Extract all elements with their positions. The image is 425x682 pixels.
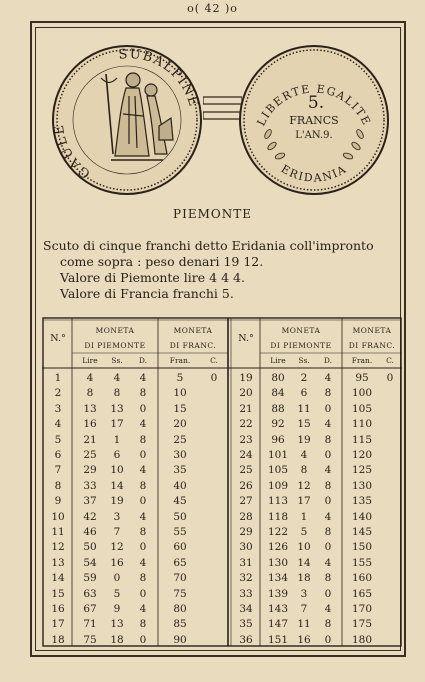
cell-number-left: 3 bbox=[54, 402, 62, 415]
cell-number-left: 1 bbox=[54, 372, 62, 384]
cell-soldi-right: 1 bbox=[300, 510, 308, 523]
cell-franchi-left: 40 bbox=[173, 479, 187, 492]
cell-soldi-right: 6 bbox=[300, 387, 308, 400]
cell-lire-left: 75 bbox=[83, 633, 97, 646]
cell-franchi-left: 55 bbox=[173, 526, 187, 538]
cell-lire-left: 33 bbox=[83, 479, 97, 492]
cell-number-left: 14 bbox=[51, 572, 65, 585]
cell-franchi-right: 180 bbox=[351, 633, 373, 646]
cell-franchi-right: 135 bbox=[351, 495, 373, 508]
cell-centesimi-left: 0 bbox=[210, 372, 218, 384]
header-number-right: N.° bbox=[238, 333, 254, 344]
cell-number-left: 7 bbox=[54, 464, 62, 477]
cell-soldi-right: 15 bbox=[297, 418, 311, 431]
cell-lire-right: 92 bbox=[271, 418, 285, 431]
cell-lire-right: 113 bbox=[267, 495, 289, 508]
cell-number-left: 9 bbox=[54, 495, 62, 508]
cell-soldi-right: 7 bbox=[300, 603, 308, 615]
cell-franchi-left: 5 bbox=[176, 372, 184, 384]
cell-denari-right: 4 bbox=[324, 510, 332, 523]
cell-franchi-right: 160 bbox=[351, 572, 373, 585]
cell-number-left: 4 bbox=[54, 418, 62, 431]
cell-number-left: 5 bbox=[54, 433, 62, 446]
cell-number-right: 19 bbox=[239, 372, 253, 384]
cell-soldi-right: 12 bbox=[297, 479, 311, 492]
cell-lire-right: 109 bbox=[267, 479, 289, 492]
cell-number-right: 30 bbox=[239, 541, 253, 554]
cell-lire-left: 37 bbox=[83, 495, 97, 508]
cell-lire-left: 21 bbox=[83, 433, 97, 446]
cell-number-left: 10 bbox=[51, 510, 65, 523]
cell-soldi-right: 18 bbox=[297, 572, 311, 585]
cell-franchi-left: 30 bbox=[173, 449, 187, 461]
header-denari-right: D. bbox=[323, 356, 333, 365]
cell-denari-left: 8 bbox=[139, 618, 147, 631]
cell-number-left: 12 bbox=[51, 541, 65, 554]
coin-reverse bbox=[238, 44, 390, 196]
cell-denari-left: 8 bbox=[139, 433, 147, 446]
cell-denari-right: 0 bbox=[324, 541, 332, 554]
cell-lire-right: 122 bbox=[267, 526, 289, 538]
cell-lire-right: 88 bbox=[271, 402, 285, 415]
cell-number-left: 8 bbox=[54, 479, 62, 492]
cell-franchi-left: 60 bbox=[173, 541, 187, 554]
cell-number-right: 29 bbox=[239, 526, 253, 538]
cell-soldi-left: 13 bbox=[110, 402, 124, 415]
cell-number-right: 28 bbox=[239, 510, 253, 523]
cell-franchi-left: 70 bbox=[173, 572, 187, 585]
cell-number-left: 16 bbox=[51, 603, 65, 615]
cell-soldi-right: 16 bbox=[297, 633, 311, 646]
header-denari: D. bbox=[138, 356, 148, 365]
cell-denari-right: 8 bbox=[324, 572, 332, 585]
cell-franchi-right: 110 bbox=[351, 418, 373, 431]
cell-number-right: 27 bbox=[239, 495, 253, 508]
header-franchi-right: Fran. bbox=[351, 356, 373, 365]
cell-lire-left: 59 bbox=[83, 572, 97, 585]
cell-soldi-right: 19 bbox=[297, 433, 311, 446]
cell-franchi-right: 95 bbox=[355, 372, 369, 384]
cell-number-right: 31 bbox=[239, 556, 253, 569]
description-line-1: Scuto di cinque franchi detto Eridania coll'impronto bbox=[43, 238, 374, 253]
reverse-legend: LIBERTE EGALITE bbox=[254, 82, 374, 129]
header-moneta-piemonte: MONETA bbox=[95, 326, 135, 335]
cell-denari-right: 4 bbox=[324, 418, 332, 431]
cell-centesimi-right: 0 bbox=[386, 372, 394, 384]
cell-lire-right: 101 bbox=[267, 449, 289, 461]
cell-franchi-left: 35 bbox=[173, 464, 187, 477]
reverse-value: 5. bbox=[307, 93, 325, 113]
cell-soldi-left: 1 bbox=[113, 433, 121, 446]
cell-lire-left: 50 bbox=[83, 541, 97, 554]
cell-franchi-right: 100 bbox=[351, 387, 373, 400]
cell-soldi-right: 5 bbox=[300, 526, 308, 538]
cell-soldi-right: 2 bbox=[300, 372, 308, 384]
cell-lire-right: 96 bbox=[271, 433, 285, 446]
coin-obverse bbox=[51, 44, 203, 196]
cell-franchi-left: 90 bbox=[173, 633, 187, 646]
cell-lire-right: 80 bbox=[271, 372, 285, 384]
cell-number-right: 32 bbox=[239, 572, 253, 585]
cell-denari-left: 0 bbox=[139, 541, 147, 554]
cell-franchi-left: 65 bbox=[173, 556, 187, 569]
cell-lire-right: 151 bbox=[267, 633, 289, 646]
obverse-legend-right: SUBALPINE bbox=[118, 46, 201, 110]
cell-denari-right: 0 bbox=[324, 449, 332, 461]
header-moneta-francia: MONETA bbox=[173, 326, 213, 335]
cell-soldi-left: 5 bbox=[113, 587, 121, 600]
cell-number-right: 35 bbox=[239, 618, 253, 631]
header-centesimi: C. bbox=[210, 356, 218, 365]
cell-number-left: 18 bbox=[51, 633, 65, 646]
cell-franchi-right: 105 bbox=[351, 402, 373, 415]
cell-number-left: 13 bbox=[51, 556, 65, 569]
cell-soldi-left: 14 bbox=[110, 479, 124, 492]
cell-lire-left: 63 bbox=[83, 587, 97, 600]
cell-number-right: 26 bbox=[239, 479, 253, 492]
cell-denari-left: 8 bbox=[139, 572, 147, 585]
cell-soldi-left: 17 bbox=[110, 418, 124, 431]
header-lire-right: Lire bbox=[270, 356, 286, 365]
cell-lire-right: 143 bbox=[267, 603, 289, 615]
cell-denari-right: 0 bbox=[324, 402, 332, 415]
header-moneta-piemonte-right: MONETA bbox=[281, 326, 321, 335]
cell-lire-right: 134 bbox=[267, 572, 289, 585]
cell-denari-left: 4 bbox=[139, 510, 147, 523]
cell-denari-right: 4 bbox=[324, 603, 332, 615]
cell-lire-right: 105 bbox=[267, 464, 289, 477]
cell-number-right: 20 bbox=[239, 387, 253, 400]
cell-number-right: 25 bbox=[239, 464, 253, 477]
cell-lire-left: 71 bbox=[83, 618, 97, 631]
cell-soldi-right: 14 bbox=[297, 556, 311, 569]
cell-denari-left: 8 bbox=[139, 479, 147, 492]
cell-denari-left: 0 bbox=[139, 449, 147, 461]
cell-soldi-left: 18 bbox=[110, 633, 124, 646]
cell-number-right: 24 bbox=[239, 449, 253, 461]
cell-soldi-right: 11 bbox=[297, 618, 311, 631]
cell-franchi-left: 20 bbox=[173, 418, 187, 431]
cell-lire-right: 118 bbox=[267, 510, 289, 523]
cell-soldi-left: 3 bbox=[113, 510, 121, 523]
cell-number-left: 2 bbox=[54, 387, 62, 400]
cell-soldi-left: 0 bbox=[113, 572, 121, 585]
cell-soldi-right: 17 bbox=[297, 495, 311, 508]
cell-number-left: 17 bbox=[51, 618, 65, 631]
conversion-table bbox=[42, 317, 402, 647]
cell-franchi-right: 125 bbox=[351, 464, 373, 477]
cell-soldi-left: 10 bbox=[110, 464, 124, 477]
header-soldi-right: Ss. bbox=[298, 356, 310, 365]
cell-franchi-right: 175 bbox=[351, 618, 373, 631]
cell-soldi-right: 11 bbox=[297, 402, 311, 415]
cell-denari-right: 0 bbox=[324, 633, 332, 646]
cell-soldi-left: 13 bbox=[110, 618, 124, 631]
cell-lire-right: 130 bbox=[267, 556, 289, 569]
cell-number-right: 34 bbox=[239, 603, 253, 615]
cell-franchi-left: 75 bbox=[173, 587, 187, 600]
cell-denari-right: 4 bbox=[324, 372, 332, 384]
cell-denari-right: 0 bbox=[324, 495, 332, 508]
cell-denari-left: 4 bbox=[139, 372, 147, 384]
cell-lire-right: 84 bbox=[271, 387, 285, 400]
cell-number-left: 11 bbox=[51, 526, 65, 538]
header-di-piemonte-right: DI PIEMONTE bbox=[270, 341, 332, 350]
cell-denari-right: 8 bbox=[324, 387, 332, 400]
cell-denari-right: 8 bbox=[324, 618, 332, 631]
cell-number-right: 21 bbox=[239, 402, 253, 415]
cell-franchi-right: 140 bbox=[351, 510, 373, 523]
cell-number-right: 23 bbox=[239, 433, 253, 446]
cell-lire-left: 8 bbox=[86, 387, 94, 400]
cell-denari-right: 4 bbox=[324, 556, 332, 569]
header-franchi: Fran. bbox=[169, 356, 191, 365]
cell-denari-left: 4 bbox=[139, 556, 147, 569]
cell-franchi-right: 115 bbox=[351, 433, 373, 446]
cell-franchi-left: 85 bbox=[173, 618, 187, 631]
cell-soldi-right: 4 bbox=[300, 449, 308, 461]
header-di-francia-right: DI FRANC. bbox=[348, 341, 396, 350]
header-di-piemonte: DI PIEMONTE bbox=[84, 341, 146, 350]
cell-soldi-left: 7 bbox=[113, 526, 121, 538]
cell-franchi-left: 15 bbox=[173, 402, 187, 415]
cell-lire-right: 126 bbox=[267, 541, 289, 554]
cell-soldi-right: 10 bbox=[297, 541, 311, 554]
reverse-unit: FRANCS bbox=[289, 114, 339, 127]
header-moneta-francia-right: MONETA bbox=[352, 326, 392, 335]
cell-denari-right: 4 bbox=[324, 464, 332, 477]
cell-franchi-right: 150 bbox=[351, 541, 373, 554]
reverse-bottom-legend: ERIDANIA bbox=[278, 162, 350, 185]
cell-lire-right: 147 bbox=[267, 618, 289, 631]
cell-number-right: 22 bbox=[239, 418, 253, 431]
cell-franchi-right: 145 bbox=[351, 526, 373, 538]
cell-franchi-right: 170 bbox=[351, 603, 373, 615]
cell-franchi-right: 130 bbox=[351, 479, 373, 492]
cell-soldi-left: 19 bbox=[110, 495, 124, 508]
cell-denari-left: 4 bbox=[139, 464, 147, 477]
cell-lire-left: 16 bbox=[83, 418, 97, 431]
cell-franchi-right: 120 bbox=[351, 449, 373, 461]
cell-denari-left: 4 bbox=[139, 603, 147, 615]
cell-denari-left: 8 bbox=[139, 387, 147, 400]
cell-franchi-left: 80 bbox=[173, 603, 187, 615]
cell-lire-left: 42 bbox=[83, 510, 97, 523]
cell-franchi-left: 45 bbox=[173, 495, 187, 508]
cell-franchi-right: 165 bbox=[351, 587, 373, 600]
cell-lire-left: 4 bbox=[86, 372, 94, 384]
cell-lire-left: 46 bbox=[83, 526, 97, 538]
page-number: o( 42 )o bbox=[187, 2, 238, 15]
cell-soldi-left: 4 bbox=[113, 372, 121, 384]
cell-soldi-right: 8 bbox=[300, 464, 308, 477]
cell-lire-right: 139 bbox=[267, 587, 289, 600]
header-di-francia: DI FRANC. bbox=[169, 341, 217, 350]
cell-number-left: 15 bbox=[51, 587, 65, 600]
cell-lire-left: 13 bbox=[83, 402, 97, 415]
cell-lire-left: 29 bbox=[83, 464, 97, 477]
coin-connector bbox=[203, 95, 242, 123]
cell-denari-left: 0 bbox=[139, 495, 147, 508]
cell-denari-right: 8 bbox=[324, 526, 332, 538]
description-line-4: Valore di Francia franchi 5. bbox=[60, 286, 234, 301]
obverse-legend-left: GAULE bbox=[51, 122, 94, 181]
cell-soldi-left: 16 bbox=[110, 556, 124, 569]
cell-soldi-right: 3 bbox=[300, 587, 308, 600]
cell-denari-left: 4 bbox=[139, 418, 147, 431]
cell-soldi-left: 6 bbox=[113, 449, 121, 461]
cell-number-right: 33 bbox=[239, 587, 253, 600]
cell-denari-left: 8 bbox=[139, 526, 147, 538]
cell-lire-left: 25 bbox=[83, 449, 97, 461]
cell-franchi-left: 25 bbox=[173, 433, 187, 446]
cell-denari-right: 8 bbox=[324, 433, 332, 446]
cell-denari-right: 0 bbox=[324, 587, 332, 600]
cell-soldi-left: 9 bbox=[113, 603, 121, 615]
description-line-2: come sopra : peso denari 19 12. bbox=[60, 254, 264, 269]
cell-soldi-left: 12 bbox=[110, 541, 124, 554]
header-centesimi-right: C. bbox=[386, 356, 394, 365]
cell-lire-left: 67 bbox=[83, 603, 97, 615]
cell-denari-left: 0 bbox=[139, 402, 147, 415]
cell-franchi-left: 10 bbox=[173, 387, 187, 400]
description-line-3: Valore di Piemonte lire 4 4 4. bbox=[60, 270, 245, 285]
header-lire: Lire bbox=[82, 356, 98, 365]
header-number: N.° bbox=[50, 333, 66, 344]
cell-number-left: 6 bbox=[54, 449, 62, 461]
cell-franchi-left: 50 bbox=[173, 510, 187, 523]
cell-number-right: 36 bbox=[239, 633, 253, 646]
cell-franchi-right: 155 bbox=[351, 556, 373, 569]
cell-soldi-left: 8 bbox=[113, 387, 121, 400]
reverse-date: L'AN.9. bbox=[295, 130, 333, 141]
cell-lire-left: 54 bbox=[83, 556, 97, 569]
cell-denari-left: 0 bbox=[139, 587, 147, 600]
header-soldi: Ss. bbox=[111, 356, 123, 365]
cell-denari-left: 0 bbox=[139, 633, 147, 646]
section-title: PIEMONTE bbox=[173, 207, 252, 221]
cell-denari-right: 8 bbox=[324, 479, 332, 492]
